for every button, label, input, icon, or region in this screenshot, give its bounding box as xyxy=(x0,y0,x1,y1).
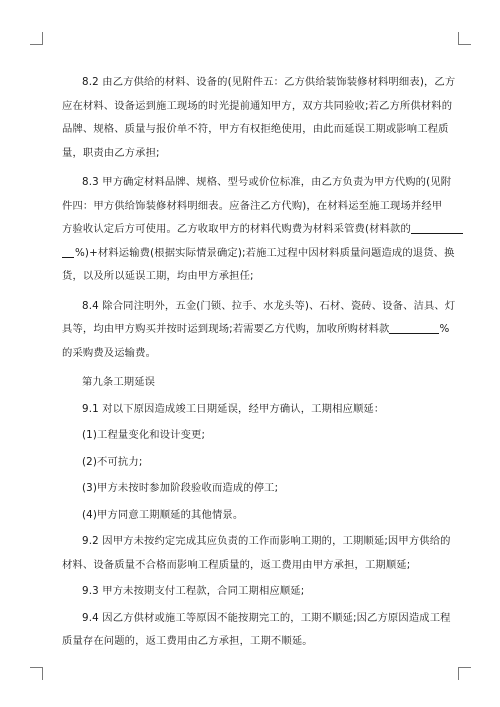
clause-8-3 xyxy=(62,171,455,289)
document-body xyxy=(62,71,456,654)
fill-in-blank[interactable] xyxy=(62,246,74,258)
list-item: (2)不可抗力; xyxy=(82,455,143,468)
text-line: 9.2 因甲方未按约定完成其应负责的工作而影响工期的，工期顺延;因甲方供给的 xyxy=(82,535,451,547)
text-line: 9.1 对以下原因造成竣工日期延误，经甲方确认，工期相应顺延： xyxy=(82,402,385,415)
list-item: (3)甲方未按时参加阶段验收而造成的停工; xyxy=(82,482,279,494)
list-item: (1)工程量变化和设计变更; xyxy=(82,429,206,441)
text-line xyxy=(62,318,450,342)
text-span: 方验收认定后方可使用。乙方收取甲方的材料代购费为材料采管费(材料款的 xyxy=(62,223,411,235)
text-line: 8.4 除合同注明外，五金(门锁、拉手、水龙头等)、石材、瓷砖、设备、洁具、灯 xyxy=(82,299,456,312)
text-line: 9.4 因乙方供材或施工等原因不能按期完工的，工期不顺延;因乙方原因造成工程 xyxy=(82,611,451,624)
article-9 xyxy=(62,371,451,654)
text-line: 8.3 甲方确定材料品牌、规格、型号或价位标准，由乙方负责为甲方代购的(见附 xyxy=(82,176,452,188)
crop-mark-top-left xyxy=(30,32,43,45)
text-line: 8.2 由乙方供给的材料、设备的(见附件五：乙方供给装饰装修材料明细表)，乙方 xyxy=(82,76,456,88)
text-line: 量，职责由乙方承担; xyxy=(62,146,160,159)
fill-in-blank[interactable] xyxy=(389,322,439,334)
text-span: %)+材料运输费(根据实际情景确定);若施工过程中因材料质量问题造成的退货、换 xyxy=(75,246,455,259)
text-line xyxy=(62,218,442,242)
clause-8-4 xyxy=(62,295,456,366)
crop-mark-top-right xyxy=(458,32,471,45)
text-line: 货，以及所以延误工期，均由甲方承担任; xyxy=(62,270,254,282)
fill-in-blank[interactable] xyxy=(411,222,463,234)
text-line xyxy=(62,242,455,266)
crop-mark-bottom-right xyxy=(458,667,471,680)
text-line: 质量存在问题的，返工费用由乙方承担，工期不顺延。 xyxy=(62,635,313,647)
clause-8-2 xyxy=(62,71,456,165)
text-line: 应在材料、设备运到施工现场的时光提前通知甲方，双方共同验收;若乙方所供材料的 xyxy=(62,99,453,112)
list-item: (4)甲方同意工期顺延的其他情景。 xyxy=(82,508,244,521)
crop-mark-bottom-left xyxy=(30,667,43,680)
text-line: 材料、设备质量不合格而影响工程质量的，返工费用由甲方承担，工期顺延; xyxy=(62,558,411,571)
text-span: 具等，均由甲方购买并按时运到现场;若需要乙方代购，加收所购材料款 xyxy=(62,323,390,335)
text-line: 的采购费及运输费。 xyxy=(62,346,157,359)
text-line: 品牌、规格、质量与报价单不符，甲方有权拒绝使用，由此而延误工期或影响工程质 xyxy=(62,123,449,135)
text-line: 9.3 甲方未按期支付工程款，合同工期相应顺延; xyxy=(82,585,305,597)
text-span: % xyxy=(439,323,450,335)
text-line: 件四：甲方供给饰装修材料明细表。应备注乙方代购)，在材料运至施工现场并经甲 xyxy=(62,199,443,212)
section-heading: 第九条工期延误 xyxy=(82,376,156,388)
